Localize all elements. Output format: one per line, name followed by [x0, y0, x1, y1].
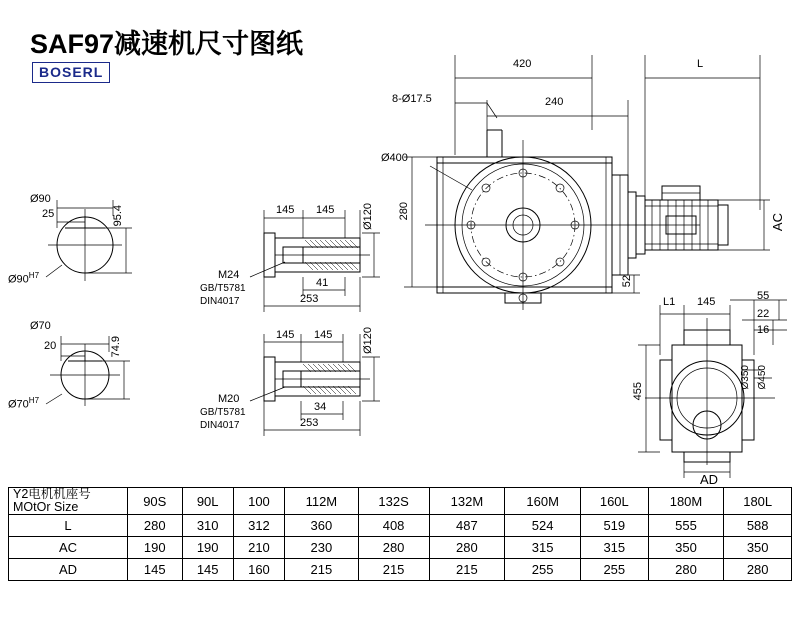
cell-AD-0: 145	[128, 559, 183, 581]
dim-25: 25	[42, 208, 55, 220]
cell-L-0: 280	[128, 515, 183, 537]
dim-d400: Ø400	[381, 152, 408, 164]
dim-L: L	[697, 58, 704, 70]
cell-L-3: 360	[285, 515, 359, 537]
table-header-en: MOtOr Size	[13, 500, 79, 514]
table-header-cn: Y2电机机座号	[13, 487, 91, 501]
dim-d70: Ø70	[30, 320, 51, 332]
dim-AD: AD	[700, 472, 719, 487]
dim-8-hole: 8-Ø17.5	[392, 93, 432, 105]
cell-L-8: 555	[648, 515, 724, 537]
dim-253-b: 253	[300, 417, 319, 429]
cell-AD-7: 255	[581, 559, 649, 581]
dim-m24: M24	[218, 269, 240, 281]
dim-d450: Ø450	[757, 365, 768, 390]
dim-253-a: 253	[300, 293, 319, 305]
col-header-0: 90S	[128, 488, 183, 515]
dim-d350: Ø350	[740, 365, 751, 390]
dim-145-b: 145	[316, 204, 335, 216]
cell-AD-5: 215	[429, 559, 505, 581]
cell-L-6: 524	[505, 515, 581, 537]
dim-d120-a: Ø120	[362, 203, 374, 230]
row-label-L: L	[9, 515, 128, 537]
cell-AD-2: 160	[233, 559, 284, 581]
cell-AC-2: 210	[233, 537, 284, 559]
table-row	[9, 537, 792, 559]
col-header-1: 90L	[182, 488, 233, 515]
dim-280: 280	[398, 202, 410, 221]
col-header-2: 100	[233, 488, 284, 515]
cell-L-5: 487	[429, 515, 505, 537]
dim-52: 52	[621, 275, 633, 288]
dim-din-b: DIN4017	[200, 420, 240, 431]
table-header-row	[9, 488, 792, 515]
dim-gb-b: GB/T5781	[200, 407, 246, 418]
col-header-4: 132S	[358, 488, 429, 515]
dim-m20: M20	[218, 393, 240, 405]
dim-145-a: 145	[276, 204, 295, 216]
dim-240: 240	[545, 96, 564, 108]
cell-AC-3: 230	[285, 537, 359, 559]
dim-145-e: 145	[697, 296, 716, 308]
dim-gb-a: GB/T5781	[200, 283, 246, 294]
dim-AC: AC	[770, 213, 785, 232]
cell-AD-6: 255	[505, 559, 581, 581]
col-header-3: 112M	[285, 488, 359, 515]
dim-95-4: 95.4	[112, 205, 124, 227]
page-title: SAF97减速机尺寸图纸	[30, 29, 304, 59]
cell-AC-1: 190	[182, 537, 233, 559]
cell-AD-9: 280	[724, 559, 792, 581]
dim-din-a: DIN4017	[200, 296, 240, 307]
dim-L1: L1	[663, 296, 676, 308]
table-corner-cell	[9, 488, 128, 515]
col-header-7: 160L	[581, 488, 649, 515]
col-header-6: 160M	[505, 488, 581, 515]
row-label-AC: AC	[9, 537, 128, 559]
dim-16: 16	[757, 324, 770, 336]
cell-AC-4: 280	[358, 537, 429, 559]
dim-55: 55	[757, 290, 770, 302]
cell-L-1: 310	[182, 515, 233, 537]
cell-L-2: 312	[233, 515, 284, 537]
dim-74-9: 74.9	[110, 336, 122, 358]
cell-L-7: 519	[581, 515, 649, 537]
dim-34: 34	[314, 401, 327, 413]
cell-AC-7: 315	[581, 537, 649, 559]
dim-20: 20	[44, 340, 57, 352]
dim-22: 22	[757, 308, 770, 320]
dim-d70h7: $Ø70^{H7}$	[8, 396, 40, 411]
dim-145-d: 145	[314, 329, 333, 341]
cell-L-4: 408	[358, 515, 429, 537]
row-label-AD: AD	[9, 559, 128, 581]
brand-logo: BOSERL	[32, 62, 110, 83]
dim-420: 420	[513, 58, 532, 70]
cell-AD-8: 280	[648, 559, 724, 581]
dim-455: 455	[632, 382, 644, 401]
table-row	[9, 515, 792, 537]
col-header-8: 180M	[648, 488, 724, 515]
cell-AD-4: 215	[358, 559, 429, 581]
cell-AC-5: 280	[429, 537, 505, 559]
col-header-5: 132M	[429, 488, 505, 515]
dim-d90h7: $Ø90^{H7}$	[8, 271, 40, 286]
cell-AC-0: 190	[128, 537, 183, 559]
cell-AD-3: 215	[285, 559, 359, 581]
col-header-9: 180L	[724, 488, 792, 515]
dim-41: 41	[316, 277, 329, 289]
cell-AC-9: 350	[724, 537, 792, 559]
cell-AD-1: 145	[182, 559, 233, 581]
motor-size-table	[8, 487, 792, 581]
dim-d120-b: Ø120	[362, 327, 374, 354]
dim-145-c: 145	[276, 329, 295, 341]
dim-d90: Ø90	[30, 193, 51, 205]
cell-AC-8: 350	[648, 537, 724, 559]
cell-AC-6: 315	[505, 537, 581, 559]
table-row	[9, 559, 792, 581]
cell-L-9: 588	[724, 515, 792, 537]
